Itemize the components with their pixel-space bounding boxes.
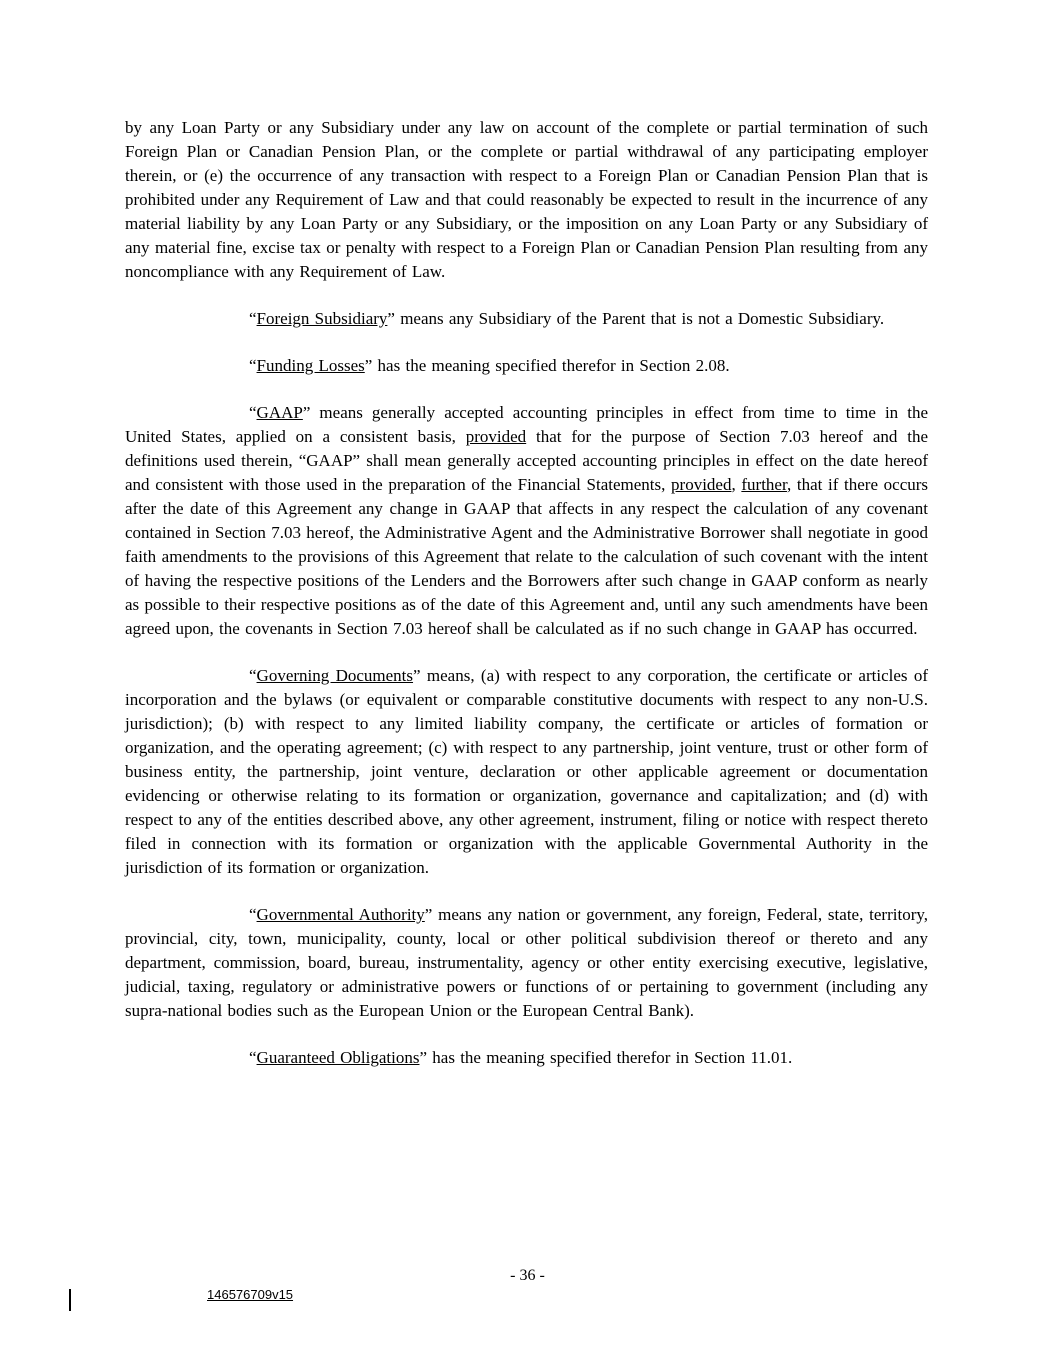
para-governing-documents: “Governing Documents” means, (a) with respect to any corporation, the certificate or articles of incorporation and the bylaws (or equivalent or comparable constitutive documents with respect to any non-U.S. jurisdiction); (b) with respect to any limited liability company, the certificate or articles of formation or organization, and the operating agreement; (c) with respect to any partnership, joint venture, trust or other form of business entity, the partnership, joint venture, declaration or other applicable agreement or documentation evidencing or otherwise relating to its formation or organization, governance and capitalization; and (d) with respect to any of the entities described above, any other agreement, instrument, filing or notice with respect thereto filed in connection with its formation or organization with the applicable Governmental Authority in the jurisdiction of its formation or organization. (125, 666, 929, 877)
para-foreign-subsidiary: “Foreign Subsidiary” means any Subsidiary of the Parent that is not a Domestic Subsidiary. (249, 309, 885, 328)
page-number: - 36 - (510, 1267, 545, 1284)
defined-term: provided (671, 475, 732, 494)
document-id-stamp: 146576709v15 (207, 1287, 294, 1302)
defined-term: Governmental Authority (256, 905, 425, 924)
defined-term: Governing Documents (256, 666, 414, 685)
document-body (125, 116, 928, 1093)
para-guaranteed-obligations: “Guaranteed Obligations” has the meaning specified therefor in Section 11.01. (249, 1048, 793, 1067)
defined-term: Funding Losses (256, 356, 365, 375)
para-governmental-authority: “Governmental Authority” means any nation or government, any foreign, Federal, state, territory, provincial, city, town, municipality, county, local or other political subdivision thereof or thereto and any department, commission, board, bureau, instrumentality, agency or other entity exercising executive, legislative, judicial, taxing, regulatory or administrative powers or functions of or pertaining to government (including any supra-national bodies such as the European Union or the European Central Bank). (125, 905, 929, 1020)
defined-term: provided (465, 427, 527, 446)
change-bar-marker (69, 1289, 71, 1311)
para-foreign-plan-continuation: by any Loan Party or any Subsidiary under any law on account of the complete or partial termination of such Foreign Plan or Canadian Pension Plan, or the complete or partial withdrawal of any participating employer therein, or (e) the occurrence of any transaction with respect to a Foreign Plan or Canadian Pension Plan that is prohibited under any Requirement of Law and that could reasonably be expected to result in the incurrence of any material liability by any Loan Party or any Subsidiary, or the imposition on any Loan Party or any Subsidiary of any material fine, excise tax or penalty with respect to a Foreign Plan or Canadian Pension Plan resulting from any noncompliance with any Requirement of Law. (125, 118, 928, 281)
defined-term: Guaranteed Obligations (256, 1048, 420, 1067)
defined-term: further (741, 475, 787, 494)
para-gaap: “GAAP” means generally accepted accounting principles in effect from time to time in the United States, applied on a consistent basis, provided that for the purpose of Section 7.03 hereof and the definitions used therein, “GAAP” shall mean generally accepted accounting principles in effect on the date hereof and consistent with those used in the preparation of the Financial Statements, provided, further, that if there occurs after the date of this Agreement any change in GAAP that affects in any respect the calculation of any covenant contained in Section 7.03 hereof, the Administrative Agent and the Administrative Borrower shall negotiate in good faith amendments to the provisions of this Agreement that relate to the calculation of such covenant with the intent of having the respective positions of the Lenders and the Borrowers after such change in GAAP conform as nearly as possible to their respective positions as of the date of this Agreement and, until any such amendments have been agreed upon, the covenants in Section 7.03 hereof shall be calculated as if no such change in GAAP has occurred. (125, 403, 929, 638)
defined-term: GAAP (256, 403, 303, 422)
defined-term: Foreign Subsidiary (256, 309, 388, 328)
para-funding-losses: “Funding Losses” has the meaning specified therefor in Section 2.08. (249, 356, 730, 375)
